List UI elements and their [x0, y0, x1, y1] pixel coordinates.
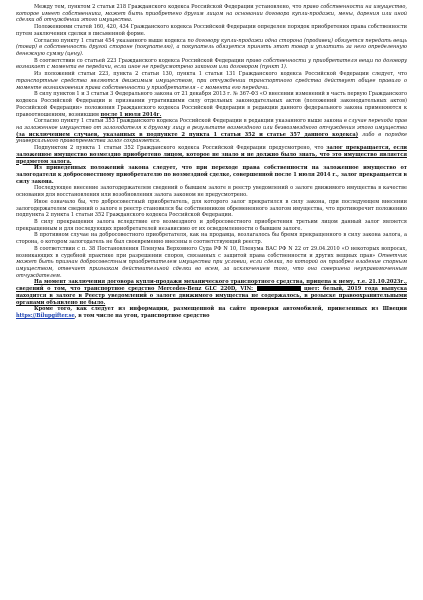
para-7 — [16, 118, 407, 145]
document-body — [16, 4, 407, 320]
para-3 — [16, 38, 407, 58]
text-segment: транспортные средства являются движимым имуществом, при отчуждении транспортного средства действует общее правило о моменте возникновения права собственности у приобретателя - с момента его передачи. — [16, 77, 407, 91]
para-6 — [16, 91, 407, 118]
text-segment: Согласно пункту 1 статьи 454 указанного выше кодекса — [34, 37, 188, 44]
text-segment: В противном случае на добросовестного приобретателя, как на продавца, возлагалось бы бремя прекращенного в силу закона залога, а сторона, о котором залогодатель не был своевременно внесены в соответствующий реестр. — [16, 232, 407, 246]
website-link[interactable]: https://Bilupgifter.se — [16, 313, 75, 320]
text-segment: Из положений статьи 223, пункта 2 статьи 130, пункта 1 статьи 131 Гражданского кодекса Российской Федерации следует, что — [34, 71, 407, 78]
para-12 — [16, 219, 407, 232]
para-4 — [16, 58, 407, 71]
text-segment: Между тем, пунктом 2 статьи 218 Гражданского кодекса Российской Федерации установлено, что — [34, 4, 304, 10]
para-11 — [16, 199, 407, 219]
text-segment: Кроме того, как следует из информации, размещенной на сайте проверки автомобилей, привезенных из Швеции — [34, 306, 407, 313]
text-segment: залог прекращается, если заложенное имущество возмездно приобретено лицом, которое не знало и не должно было знать, что это имущество является предметом залога. — [16, 145, 407, 165]
text-segment: Иное означало бы, что добросовестный приобретатель, для которого залог прекратился в силу закона, при последующем внесении залогодержателем сведений о залоге в реестр становился бы собственником обремененного залогом имущества, что противоречит положению подпункта 2 пункта 1 статьи 352 Гражданского кодекса Российской Федерации. — [16, 198, 407, 219]
redacted-vin — [257, 286, 301, 291]
text-segment: (за исключением случаев, указанных в подпункте 2 пункта 1 статьи 352 и статье 357 данного кодекса) — [16, 131, 359, 138]
text-segment: право собственности на имущество, которое имеет собственника, может быть приобретено другим лицом на основании договора купли-продажи, мены, дарения или иной сделки об отчуждении этого имущества. — [16, 4, 407, 24]
para-1 — [16, 4, 407, 24]
text-segment: На момент заключения договора купли-продажи механического транспортного средства, прицепа к нему, т.е. 21.10.2023г., сведений о том, что транспортное средство Mercedes-Benz GLC 220D, VIN: — [16, 279, 407, 293]
text-segment: В силу прекращения залога вследствие его возмездного и добросовестного приобретения третьим лицом данный залог является прекращенным и для последующих приобретателей независимо от их осведомленности о бывшем залоге. — [16, 219, 407, 232]
text-segment: после 1 июля 2014г. — [100, 111, 162, 118]
para-5 — [16, 71, 407, 91]
text-segment: , в том числе на угон, транспортное средство — [74, 313, 210, 320]
text-segment: В соответствии со статьей 223 Гражданского кодекса Российской Федерации — [34, 57, 246, 64]
text-segment: право собственности у приобретателя вещи по договору возникает с момента ее передачи, если иное не предусмотрено законом или договором (пункт 1). — [16, 57, 408, 71]
text-segment: Из приведенных положений закона следует, что при переходе права собственности на заложенное имущество от залогодателя к добросовестному приобретателю по возмездной сделке, совершенной после 1 июля 2014 г., залог прекращается в силу закона. — [16, 165, 407, 185]
para-15 — [16, 279, 407, 306]
text-segment: в случае перехода прав на заложенное имущество от залогодателя к другому лицу в результате возмездного или безвозмездного отчуждения этого имущества — [16, 118, 407, 131]
text-segment: либо в порядке универсального правопреемства залог сохраняется. — [16, 131, 407, 145]
para-14 — [16, 246, 407, 280]
text-segment: Ответчик может быть признан добросовестным приобретателем имущества при условии, если сделка, по которой он приобрел владение спорным имуществом, отвечает признакам действительной сделки во всем, за исключением того, что она совершена неуправомоченным отчуждателем. — [16, 252, 407, 279]
para-8 — [16, 145, 407, 165]
text-segment: по договору купли-продажи одна сторона (продавец) обязуется передать вещь (товар) в собственность другой стороне (покупателю), а покупатель обязуется принять этот товар и уплатить за него определенную денежную сумму (цену). — [16, 37, 407, 58]
text-segment: Положениями статей 160, 420, 434 Гражданского кодекса Российской Федерации определен порядок приобретения права собственности путем заключения сделки в письменной форме. — [16, 24, 407, 37]
para-2 — [16, 24, 407, 37]
text-segment: Подпунктом 2 пункта 1 статьи 352 Гражданского кодекса Российской Федерации предусмотрено, что — [34, 145, 327, 152]
text-segment: Последующее внесение залогодержателем сведений о бывшем залоге в реестр уведомлений о залоге движимого имущества в качестве основания для восстановления или возобновления залога законом не предусмотрено. — [16, 185, 407, 199]
text-segment: цвет: белый, 2019 года выпуска находится в залоге в Реестр уведомлений о залоге движимого имущества не содержалось, в розыске правоохранительными органами объявлено не было. — [16, 286, 407, 306]
para-10 — [16, 185, 407, 198]
text-segment: В соответствии с п. 38 Постановления Пленума Верховного Суда РФ N 10, Пленума ВАС РФ N 22 от 29.04.2010 «О некоторых вопросах, возникающих в судебной практике при разрешении споров, связанных с защитой права собственности и других вещных прав» — [16, 245, 407, 259]
para-13 — [16, 232, 407, 245]
text-segment: В силу пунктов 1 и 3 статьи 3 Федерального закона от 21 декабря 2013 г. № 367-ФЗ «О внесении изменений в часть первую Гражданского кодекса Российской Федерации и признании утратившими силу отдельных законодательных актов (положений законодательных актов) Российской Федерации» положения Гражданского кодекса Российской Федерации в редакции данного федерального закона применяются к правоотношениям, возникшим — [16, 91, 407, 118]
text-segment: Согласно пункту 1 статьи 353 Гражданского кодекса Российской Федерации в редакции указанного выше закона — [34, 118, 344, 125]
para-16 — [16, 306, 407, 319]
para-9 — [16, 165, 407, 185]
